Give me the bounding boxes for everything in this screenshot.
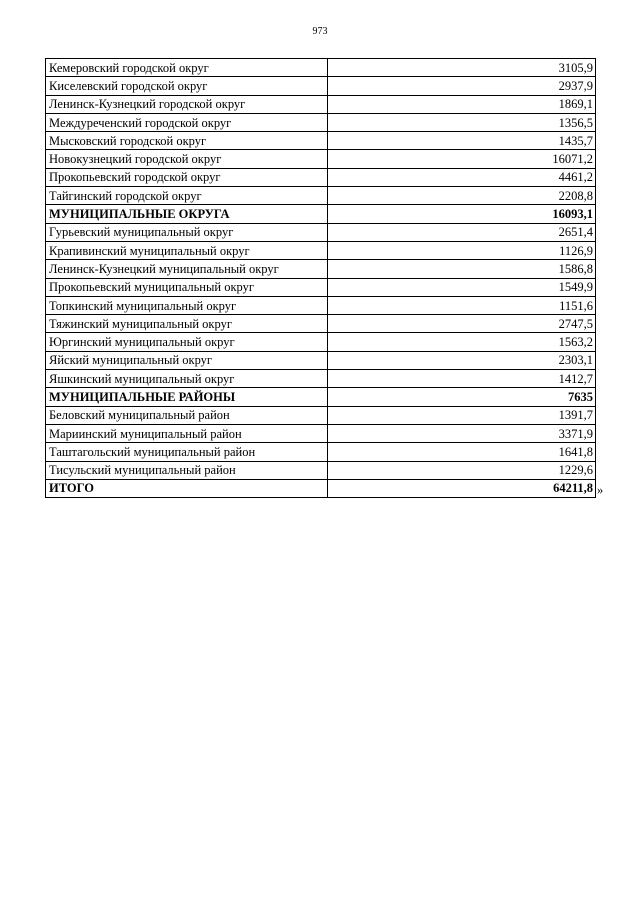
municipality-name-cell: Беловский муниципальный район [46,406,328,424]
amount-cell: 3371,9 [328,424,596,442]
table-row [46,424,596,442]
municipality-name-cell: Тайгинский городской округ [46,187,328,205]
allocation-table [45,58,596,498]
amount-cell: 16071,2 [328,150,596,168]
table-row [46,443,596,461]
municipality-name-cell: Таштагольский муниципальный район [46,443,328,461]
table-section-row [46,205,596,223]
amount-cell: 1356,5 [328,113,596,131]
municipality-name-cell: Мысковский городской округ [46,132,328,150]
table-row [46,168,596,186]
table-row [46,351,596,369]
municipality-name-cell: Киселевский городской округ [46,77,328,95]
amount-cell: 1229,6 [328,461,596,479]
amount-cell: 16093,1 [328,205,596,223]
amount-cell: 1549,9 [328,278,596,296]
table-row [46,260,596,278]
table-row [46,241,596,259]
table-row [46,223,596,241]
amount-cell: 7635 [328,388,596,406]
table-row [46,278,596,296]
amount-cell: 2937,9 [328,77,596,95]
municipality-name-cell: Мариинский муниципальный район [46,424,328,442]
municipality-name-cell: Прокопьевский муниципальный округ [46,278,328,296]
table-row [46,315,596,333]
municipality-name-cell: ИТОГО [46,479,328,497]
amount-cell: 2208,8 [328,187,596,205]
table-row [46,187,596,205]
amount-cell: 2303,1 [328,351,596,369]
table-body [46,59,596,498]
closing-quote-mark: » [597,483,604,497]
amount-cell: 1563,2 [328,333,596,351]
table-row [46,77,596,95]
municipality-name-cell: Крапивинский муниципальный округ [46,241,328,259]
table-row [46,132,596,150]
municipality-name-cell: Ленинск-Кузнецкий городской округ [46,95,328,113]
municipality-name-cell: Новокузнецкий городской округ [46,150,328,168]
table-row [46,59,596,77]
table-row [46,406,596,424]
table-row [46,333,596,351]
amount-cell: 2651,4 [328,223,596,241]
municipality-name-cell: Яйский муниципальный округ [46,351,328,369]
municipality-name-cell: Кемеровский городской округ [46,59,328,77]
amount-cell: 3105,9 [328,59,596,77]
municipality-name-cell: Прокопьевский городской округ [46,168,328,186]
amount-cell: 4461,2 [328,168,596,186]
table-section-row [46,479,596,497]
allocation-table-container [45,58,596,498]
table-row [46,296,596,314]
municipality-name-cell: МУНИЦИПАЛЬНЫЕ ОКРУГА [46,205,328,223]
table-row [46,113,596,131]
municipality-name-cell: Топкинский муниципальный округ [46,296,328,314]
amount-cell: 1126,9 [328,241,596,259]
amount-cell: 1391,7 [328,406,596,424]
page-number: 973 [312,26,328,37]
amount-cell: 64211,8 [328,479,596,497]
municipality-name-cell: Юргинский муниципальный округ [46,333,328,351]
amount-cell: 2747,5 [328,315,596,333]
amount-cell: 1435,7 [328,132,596,150]
amount-cell: 1586,8 [328,260,596,278]
table-row [46,370,596,388]
amount-cell: 1151,6 [328,296,596,314]
amount-cell: 1412,7 [328,370,596,388]
table-section-row [46,388,596,406]
table-row [46,95,596,113]
municipality-name-cell: Междуреченский городской округ [46,113,328,131]
table-row [46,461,596,479]
municipality-name-cell: Яшкинский муниципальный округ [46,370,328,388]
amount-cell: 1641,8 [328,443,596,461]
amount-cell: 1869,1 [328,95,596,113]
municipality-name-cell: Ленинск-Кузнецкий муниципальный округ [46,260,328,278]
table-row [46,150,596,168]
municipality-name-cell: Гурьевский муниципальный округ [46,223,328,241]
municipality-name-cell: Тяжинский муниципальный округ [46,315,328,333]
municipality-name-cell: Тисульский муниципальный район [46,461,328,479]
municipality-name-cell: МУНИЦИПАЛЬНЫЕ РАЙОНЫ [46,388,328,406]
